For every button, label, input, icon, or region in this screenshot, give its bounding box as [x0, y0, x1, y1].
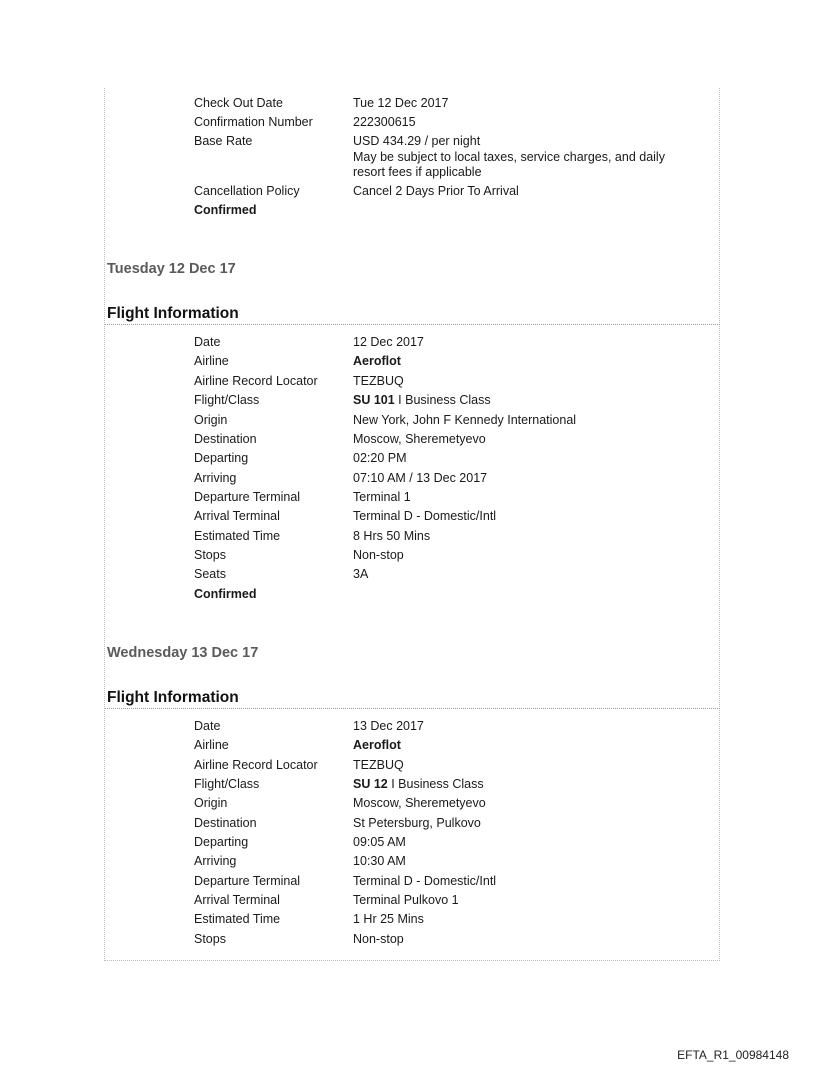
flight1-value-locator: TEZBUQ — [353, 374, 404, 388]
day-heading-1: Tuesday 12 Dec 17 — [107, 261, 236, 277]
flight1-value-airline: Aeroflot — [353, 354, 401, 368]
section-heading-flight-1: Flight Information — [105, 305, 720, 325]
section-heading-flight-2: Flight Information — [105, 689, 720, 709]
flight1-flight-number: SU 101 — [353, 393, 395, 407]
flight2-value-est-time: 1 Hr 25 Mins — [353, 912, 424, 926]
flight2-value-destination: St Petersburg, Pulkovo — [353, 816, 481, 830]
flight1-value-date: 12 Dec 2017 — [353, 335, 424, 349]
flight1-value-dep-terminal: Terminal 1 — [353, 490, 411, 504]
flight2-label-date: Date — [194, 719, 221, 733]
hotel-value-base-rate: USD 434.29 / per night — [353, 134, 481, 148]
hotel-status: Confirmed — [194, 203, 257, 217]
hotel-value-cancellation: Cancel 2 Days Prior To Arrival — [353, 184, 519, 198]
flight2-value-arr-terminal: Terminal Pulkovo 1 — [353, 893, 459, 907]
flight1-value-origin: New York, John F Kennedy International — [353, 413, 577, 427]
hotel-value-checkout: Tue 12 Dec 2017 — [353, 96, 449, 110]
flight1-value-departing: 02:20 PM — [353, 451, 407, 465]
flight1-label-flight-class: Flight/Class — [194, 393, 260, 407]
flight2-class: I Business Class — [387, 777, 484, 791]
flight1-label-arr-terminal: Arrival Terminal — [194, 509, 280, 523]
flight1-label-airline: Airline — [194, 354, 229, 368]
flight1-label-seats: Seats — [194, 567, 226, 581]
flight1-label-origin: Origin — [194, 413, 228, 427]
flight2-label-arr-terminal: Arrival Terminal — [194, 893, 280, 907]
flight1-label-date: Date — [194, 335, 221, 349]
flight2-value-departing: 09:05 AM — [353, 835, 406, 849]
hotel-value-confirmation: 222300615 — [353, 115, 416, 129]
flight2-flight-number: SU 12 — [353, 777, 388, 791]
flight2-label-dep-terminal: Departure Terminal — [194, 874, 301, 888]
flight1-value-seats: 3A — [353, 567, 369, 581]
hotel-label-cancellation: Cancellation Policy — [194, 184, 300, 198]
flight1-value-stops: Non-stop — [353, 548, 404, 562]
flight2-label-est-time: Estimated Time — [194, 912, 281, 926]
flight2-value-arriving: 10:30 AM — [353, 854, 406, 868]
flight1-class: I Business Class — [394, 393, 491, 407]
flight1-value-flight-class — [353, 393, 713, 408]
flight1-value-arriving: 07:10 AM / 13 Dec 2017 — [353, 471, 488, 485]
flight2-label-flight-class: Flight/Class — [194, 777, 260, 791]
flight2-value-airline: Aeroflot — [353, 738, 401, 752]
flight2-label-stops: Stops — [194, 932, 226, 946]
day-heading-2: Wednesday 13 Dec 17 — [107, 645, 259, 661]
flight1-value-destination: Moscow, Sheremetyevo — [353, 432, 486, 446]
flight2-label-departing: Departing — [194, 835, 249, 849]
hotel-value-base-rate-note-2: resort fees if applicable — [353, 165, 482, 179]
flight1-value-est-time: 8 Hrs 50 Mins — [353, 529, 431, 543]
flight2-value-date: 13 Dec 2017 — [353, 719, 424, 733]
flight2-value-stops: Non-stop — [353, 932, 404, 946]
flight2-label-locator: Airline Record Locator — [194, 758, 318, 772]
flight1-label-destination: Destination — [194, 432, 257, 446]
flight2-value-dep-terminal: Terminal D - Domestic/Intl — [353, 874, 497, 888]
flight2-value-locator: TEZBUQ — [353, 758, 404, 772]
flight2-label-arriving: Arriving — [194, 854, 237, 868]
flight1-label-stops: Stops — [194, 548, 226, 562]
flight2-value-flight-class — [353, 777, 713, 792]
flight2-label-origin: Origin — [194, 796, 228, 810]
flight1-value-arr-terminal: Terminal D - Domestic/Intl — [353, 509, 497, 523]
hotel-label-base-rate: Base Rate — [194, 134, 253, 148]
hotel-label-checkout: Check Out Date — [194, 96, 283, 110]
hotel-value-base-rate-note: May be subject to local taxes, service charges, and daily — [353, 150, 665, 164]
document-id: EFTA_R1_00984148 — [677, 1048, 789, 1062]
flight2-value-origin: Moscow, Sheremetyevo — [353, 796, 486, 810]
hotel-label-confirmation: Confirmation Number — [194, 115, 313, 129]
flight2-label-destination: Destination — [194, 816, 257, 830]
flight1-status: Confirmed — [194, 587, 257, 601]
flight1-label-locator: Airline Record Locator — [194, 374, 318, 388]
flight1-label-est-time: Estimated Time — [194, 529, 281, 543]
flight1-label-arriving: Arriving — [194, 471, 237, 485]
flight1-label-departing: Departing — [194, 451, 249, 465]
flight1-label-dep-terminal: Departure Terminal — [194, 490, 301, 504]
flight2-label-airline: Airline — [194, 738, 229, 752]
